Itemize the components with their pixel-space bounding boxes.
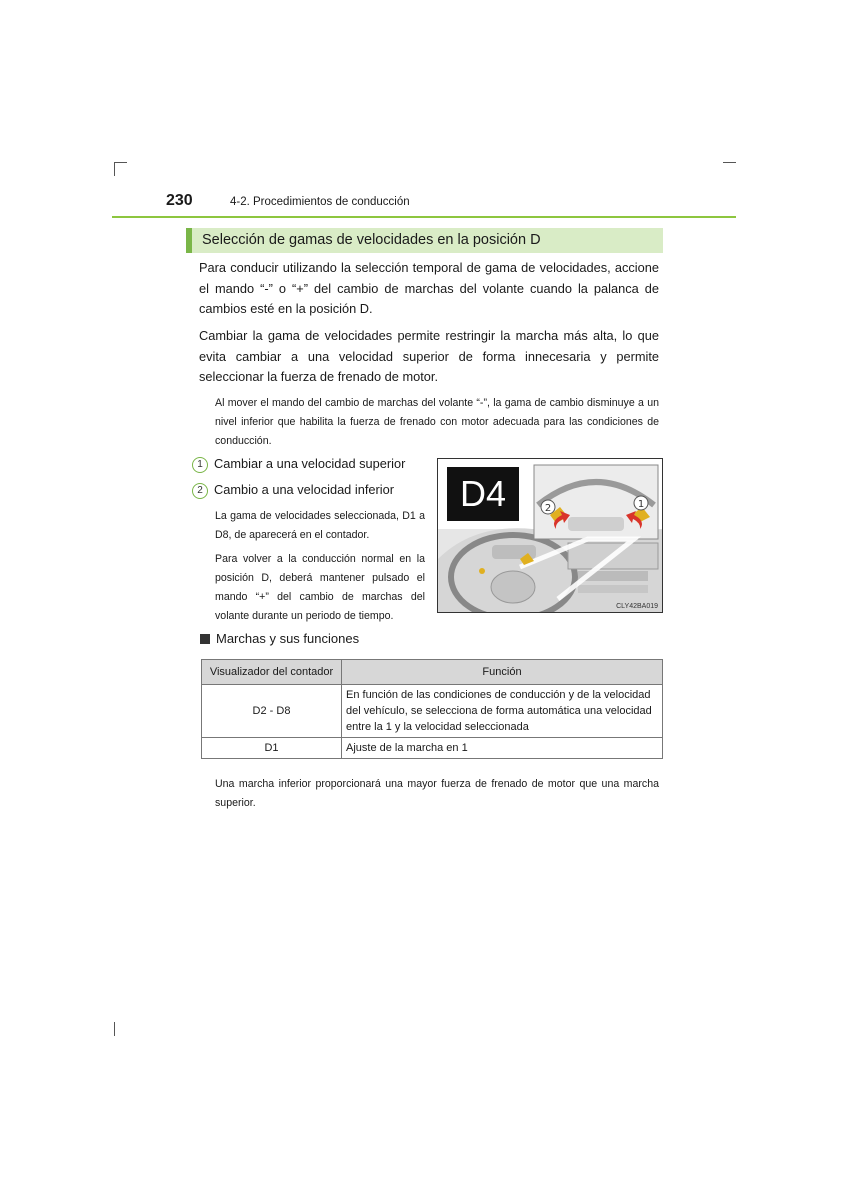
header-rule xyxy=(112,216,736,218)
gear-display: D4 xyxy=(447,467,519,521)
paragraph-intro: Para conducir utilizando la selección temporal de gama de velocidades, accione el mando “-” o “+” del cambio de marchas del volante cuando la palanca de cambios esté en la posición D. xyxy=(199,260,659,316)
crop-mark xyxy=(114,1022,115,1036)
crop-mark xyxy=(723,162,736,163)
table-cell-function: En función de las condiciones de conducción y de la velocidad del vehículo, se selecciona de forma automática una velocidad entre la 1 y la velocidad seleccionada xyxy=(342,685,663,738)
table-row xyxy=(202,738,663,759)
note-return-normal: Para volver a la conducción normal en la posición D, deberá mantener pulsado el mando “+” del cambio de marchas del volante durante un periodo de tiempo. xyxy=(215,553,425,622)
section-title: Selección de gamas de velocidades en la posición D xyxy=(202,232,541,248)
square-bullet-icon xyxy=(200,634,210,644)
page-number: 230 xyxy=(166,192,193,209)
table-row xyxy=(202,685,663,738)
step-number: 2 xyxy=(192,483,208,499)
section-title-bar xyxy=(186,228,663,253)
callout-2: 2 xyxy=(544,503,552,514)
subheading: Marchas y sus funciones xyxy=(216,631,360,646)
functions-table xyxy=(201,659,663,759)
note-display-range: La gama de velocidades seleccionada, D1 a D8, de aparecerá en el contador. xyxy=(215,510,425,541)
step-label: Cambiar a una velocidad superior xyxy=(214,456,406,471)
crop-mark xyxy=(114,162,115,176)
table-header-display: Visualizador del contador xyxy=(202,660,342,685)
table-cell-function: Ajuste de la marcha en 1 xyxy=(342,738,663,759)
step-number: 1 xyxy=(192,457,208,473)
dashboard-illustration xyxy=(437,458,663,613)
paragraph-gear-range: Cambiar la gama de velocidades permite restringir la marcha más alta, lo que evita cambiar a una velocidad superior de forma innecesaria y permite seleccionar la fuerza de frenado de motor. xyxy=(199,328,659,384)
table-header-function: Función xyxy=(342,660,663,685)
callout-1: 1 xyxy=(637,499,645,510)
note-downshift: Al mover el mando del cambio de marchas del volante “-”, la gama de cambio disminuye a un nivel inferior que habilita la fuerza de frenado con motor adecuada para las condiciones de conducción. xyxy=(215,397,659,447)
table-cell-display: D2 - D8 xyxy=(202,685,342,738)
footer-note: Una marcha inferior proporcionará una mayor fuerza de frenado de motor que una marcha superior. xyxy=(215,778,659,809)
table-cell-display: D1 xyxy=(202,738,342,759)
table-header-row xyxy=(202,660,663,685)
step-label: Cambio a una velocidad inferior xyxy=(214,482,394,497)
crop-mark xyxy=(114,162,127,163)
running-header: 4-2. Procedimientos de conducción xyxy=(230,196,410,208)
illustration-code: CLY42BA019 xyxy=(616,603,658,610)
